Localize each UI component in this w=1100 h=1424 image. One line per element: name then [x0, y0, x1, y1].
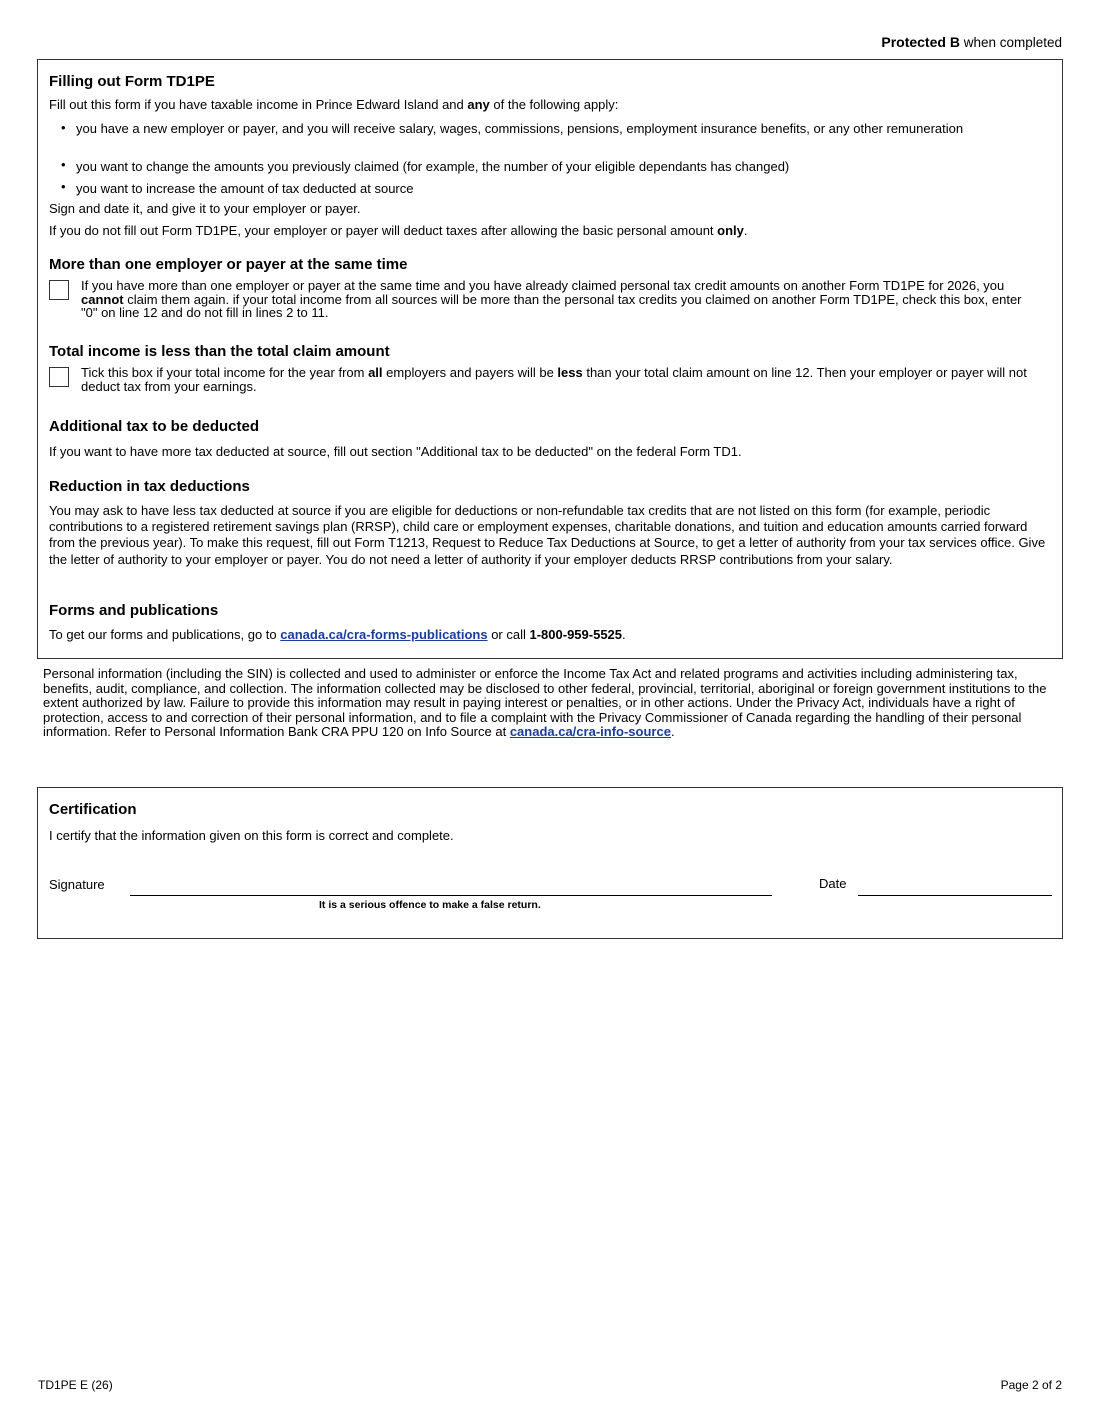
date-line[interactable]: [858, 895, 1052, 896]
total-income-title: Total income is less than the total claim amount: [49, 343, 390, 360]
signature-line[interactable]: [130, 895, 772, 896]
additional-tax-text: If you want to have more tax deducted at source, fill out section "Additional tax to be deducted" on the federal Form TD1.: [49, 444, 742, 459]
reduction-title: Reduction in tax deductions: [49, 478, 250, 495]
certification-text: I certify that the information given on this form is correct and complete.: [49, 828, 454, 843]
reduction-text: You may ask to have less tax deducted at source if you are eligible for deductions or non-refundable tax credits that are not listed on this form (for example, periodic contributions to a registered retirement savings plan (RRSP), child care or employment expenses, charitable donations, and tuition and education amounts carried forward from the previous year). To make this request, fill out Form T1213, Request to Reduce Tax Deductions at Source, to get a letter of authority from your tax services office. Give the letter of authority to your employer or payer. You do not need a letter of authority if your employer deducts RRSP contributions from your salary.: [49, 503, 1046, 567]
total-income-checkbox[interactable]: [49, 367, 69, 387]
more-than-one-checkbox[interactable]: [49, 280, 69, 300]
bullet-item: you want to change the amounts you previously claimed (for example, the number of your eligible dependants has changed): [76, 159, 790, 174]
bullet-item: you have a new employer or payer, and you will receive salary, wages, commissions, pensions, employment insurance benefits, or any other remuneration: [76, 121, 964, 136]
additional-tax-title: Additional tax to be deducted: [49, 418, 260, 435]
certification-box: [37, 787, 1063, 939]
more-than-one-title: More than one employer or payer at the same time: [49, 256, 408, 273]
bullet-icon: •: [61, 157, 66, 172]
forms-text: To get our forms and publications, go to canada.ca/cra-forms-publications or call 1-800-959-5525.: [49, 627, 626, 642]
page-number: Page 2 of 2: [1000, 1378, 1062, 1392]
signature-label: Signature: [49, 877, 105, 892]
false-return-warning: It is a serious offence to make a false return.: [319, 899, 541, 911]
total-income-text: Tick this box if your total income for the year from all employers and payers will be less than your total claim amount on line 12. Then your employer or payer will not deduct tax from your earnings.: [81, 365, 1027, 394]
no-fill-note: If you do not fill out Form TD1PE, your employer or payer will deduct taxes after allowing the basic personal amount only.: [49, 223, 748, 238]
privacy-notice: Personal information (including the SIN) is collected and used to administer or enforce the Income Tax Act and related programs and activities including administering tax, benefits, audit, compliance, and collection. The information collected may be disclosed to other federal, provincial, territorial, aboriginal or foreign government institutions to the extent authorized by law. Failure to provide this information may result in paying interest or penalties, or in other actions. Under the Privacy Act, individuals have a right of protection, access to and correction of their personal information, and to file a complaint with the Privacy Commissioner of Canada regarding the handling of their personal information. Refer to Personal Information Bank CRA PPU 120 on Info Source at canada.ca/cra-info-source.: [43, 666, 1047, 739]
date-label: Date: [819, 876, 847, 891]
filling-intro: Fill out this form if you have taxable income in Prince Edward Island and any of the following apply:: [49, 97, 619, 112]
bullet-icon: •: [61, 179, 66, 194]
bullet-item: you want to increase the amount of tax deducted at source: [76, 181, 414, 196]
forms-publications-link[interactable]: canada.ca/cra-forms-publications: [280, 627, 488, 642]
info-source-link[interactable]: canada.ca/cra-info-source: [509, 724, 671, 739]
filling-out-title: Filling out Form TD1PE: [49, 73, 215, 90]
bullet-icon: •: [61, 120, 66, 135]
forms-title: Forms and publications: [49, 602, 219, 619]
sign-instruction: Sign and date it, and give it to your employer or payer.: [49, 201, 361, 216]
certification-title: Certification: [49, 801, 137, 818]
form-id: TD1PE E (26): [38, 1378, 113, 1392]
protected-b-label: Protected B when completed: [881, 34, 1062, 50]
instructions-box: [37, 59, 1063, 659]
more-than-one-text: If you have more than one employer or payer at the same time and you have already claimed personal tax credit amounts on another Form TD1PE for 2026, you cannot claim them again. if your total income from all sources will be more than the personal tax credits you claimed on another Form TD1PE, check this box, enter "0" on line 12 and do not fill in lines 2 to 11.: [81, 278, 1022, 320]
